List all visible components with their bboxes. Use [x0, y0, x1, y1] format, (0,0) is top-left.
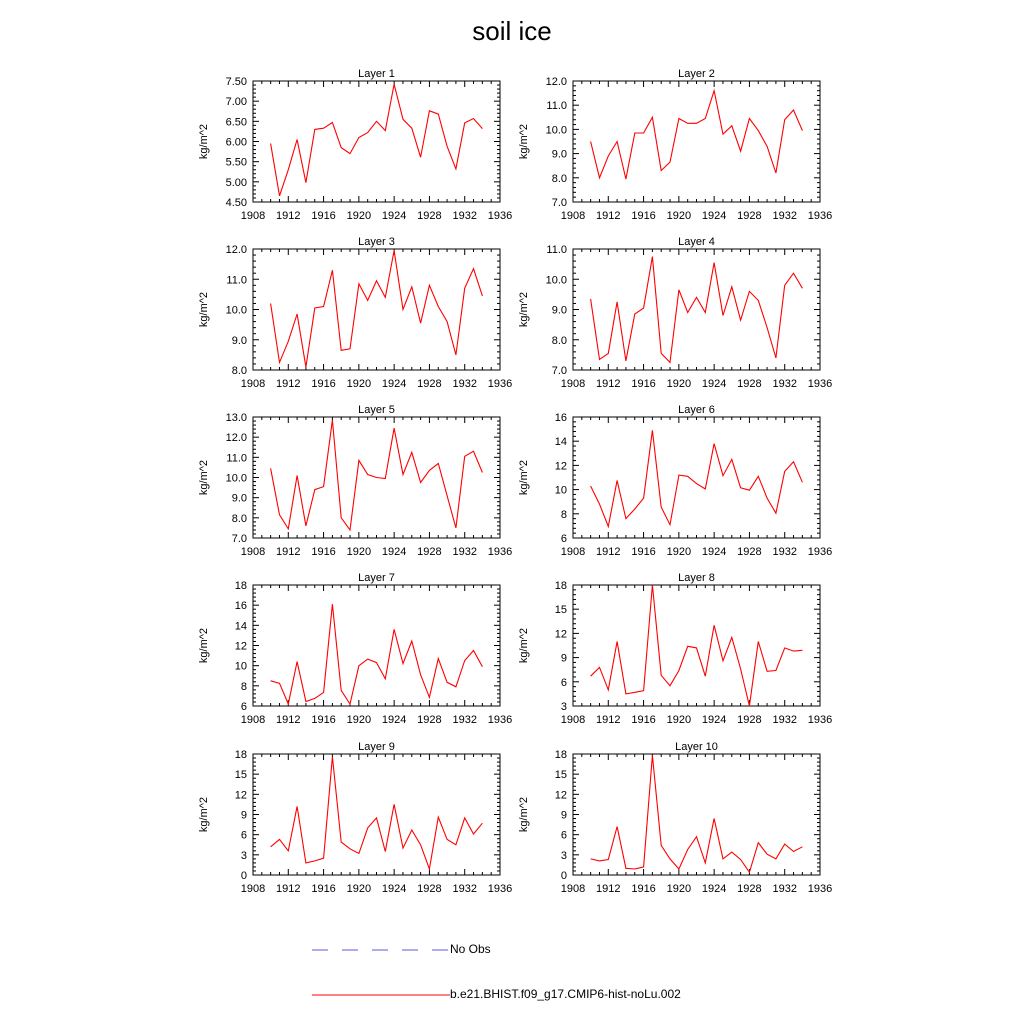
layer-3-xtick-label: 1932 — [452, 378, 477, 390]
layer-1-ytick-label: 4.50 — [225, 197, 247, 209]
layer-7-xtick-label: 1920 — [346, 714, 372, 726]
layer-2-frame — [573, 81, 820, 202]
layer-7-series-line — [271, 604, 483, 704]
layer-4-xtick-label: 1908 — [560, 378, 586, 390]
layer-4-xtick-label: 1924 — [701, 378, 727, 390]
layer-2-xtick-label: 1912 — [596, 210, 621, 222]
layer-5-xtick-label: 1908 — [240, 546, 266, 558]
layer-6-series-line — [591, 430, 803, 526]
legend-item-no-obs — [312, 940, 512, 960]
layer-8-xtick-label: 1908 — [560, 714, 586, 726]
layer-7-ytick-label: 16 — [234, 600, 247, 613]
layer-10-ytick-label: 0 — [560, 870, 567, 882]
layer-2-xtick-label: 1924 — [701, 210, 727, 222]
layer-9-ytick-label: 15 — [234, 769, 247, 782]
layer-7-ytick-label: 12 — [234, 640, 247, 653]
layer-8-ytick-label: 12 — [554, 628, 567, 641]
layer-9-ylabel: kg/m^2 — [198, 796, 210, 833]
layer-10-xtick-label: 1932 — [772, 883, 797, 895]
layer-1-ytick-label: 7.00 — [225, 96, 247, 109]
layer-8-title: Layer 8 — [678, 572, 715, 584]
layer-8-xtick-label: 1916 — [631, 714, 656, 726]
layer-9-xtick-label: 1932 — [452, 883, 477, 895]
layer-10-ytick-label: 18 — [554, 749, 567, 761]
layer-6-ytick-label: 16 — [554, 412, 567, 424]
layer-3-ytick-label: 10.0 — [225, 304, 247, 317]
layer-1-ytick-label: 5.00 — [225, 176, 247, 189]
layer-8-ytick-label: 3 — [560, 701, 567, 713]
layer-9-xtick-label: 1920 — [346, 883, 372, 895]
layer-7-ytick-label: 14 — [234, 620, 247, 633]
layer-1-title: Layer 1 — [358, 68, 395, 80]
layer-8-ytick-label: 9 — [560, 652, 567, 665]
layer-9-xtick-label: 1912 — [276, 883, 301, 895]
layer-9-ytick-label: 12 — [234, 789, 247, 802]
layer-4-xtick-label: 1920 — [666, 378, 692, 390]
layer-9-xtick-label: 1908 — [240, 883, 266, 895]
layer-7-xtick-label: 1936 — [487, 714, 513, 726]
layer-1-frame — [253, 81, 500, 202]
layer-3-title: Layer 3 — [358, 236, 395, 248]
layer-6-xtick-label: 1936 — [807, 546, 833, 558]
layer-5-xtick-label: 1920 — [346, 546, 372, 558]
layer-4-xtick-label: 1936 — [807, 378, 833, 390]
layer-5-title: Layer 5 — [358, 404, 395, 416]
layer-7-xtick-label: 1932 — [452, 714, 477, 726]
layer-3-ytick-label: 11.0 — [226, 274, 247, 287]
layer-7-xtick-label: 1912 — [276, 714, 301, 726]
layer-2-ytick-label: 8.0 — [551, 172, 567, 185]
layer-9-ytick-label: 3 — [240, 849, 247, 862]
layer-6-xtick-label: 1924 — [701, 546, 727, 558]
layer-4-ytick-label: 11.0 — [546, 244, 567, 256]
layer-2-ytick-label: 12.0 — [545, 76, 567, 88]
layer-2-xtick-label: 1936 — [807, 210, 833, 222]
layer-3-frame — [253, 249, 500, 370]
layer-3-xtick-label: 1916 — [311, 378, 336, 390]
legend-label-model-run: b.e21.BHIST.f09_g17.CMIP6-hist-noLu.002 — [450, 987, 681, 1001]
layer-3-xtick-label: 1920 — [346, 378, 372, 390]
layer-4-xtick-label: 1912 — [596, 378, 621, 390]
layer-1-ytick-label: 7.50 — [225, 76, 247, 88]
layer-8-xtick-label: 1928 — [737, 714, 762, 726]
layer-6-ytick-label: 6 — [560, 533, 567, 545]
layer-5-ytick-label: 12.0 — [225, 432, 247, 445]
layer-6-xtick-label: 1920 — [666, 546, 692, 558]
layer-5-xtick-label: 1932 — [452, 546, 477, 558]
layer-4-xtick-label: 1932 — [772, 378, 797, 390]
layer-4-xtick-label: 1928 — [737, 378, 762, 390]
layer-8-ytick-label: 6 — [560, 676, 567, 689]
layer-5-ytick-label: 11.0 — [226, 452, 247, 465]
layer-8-xtick-label: 1924 — [701, 714, 727, 726]
layer-5-ylabel: kg/m^2 — [198, 459, 210, 496]
layer-2-xtick-label: 1916 — [631, 210, 656, 222]
layer-4-ylabel: kg/m^2 — [518, 291, 530, 328]
layer-5-xtick-label: 1916 — [311, 546, 336, 558]
layer-8-ytick-label: 15 — [554, 604, 567, 617]
layer-2-xtick-label: 1932 — [772, 210, 797, 222]
layer-9-title: Layer 9 — [358, 741, 395, 753]
layer-6-xtick-label: 1912 — [596, 546, 621, 558]
layer-7-xtick-label: 1916 — [311, 714, 336, 726]
layer-9-xtick-label: 1924 — [381, 883, 407, 895]
layer-8-xtick-label: 1920 — [666, 714, 692, 726]
layer-3-xtick-label: 1924 — [381, 378, 407, 390]
layer-6-ytick-label: 8 — [560, 508, 567, 521]
layer-10-xtick-label: 1936 — [807, 883, 833, 895]
layer-4-frame — [573, 249, 820, 370]
layer-10-xtick-label: 1908 — [560, 883, 586, 895]
layer-7-xtick-label: 1928 — [417, 714, 442, 726]
layer-1-xtick-label: 1928 — [417, 210, 442, 222]
layer-8-series-line — [591, 585, 803, 706]
layer-3-ytick-label: 12.0 — [225, 244, 247, 256]
layer-2-ytick-label: 9.0 — [551, 148, 567, 161]
layer-7-xtick-label: 1908 — [240, 714, 266, 726]
layer-8-ylabel: kg/m^2 — [518, 627, 530, 664]
layer-4-ytick-label: 8.0 — [551, 334, 567, 347]
layer-4-ytick-label: 7.0 — [551, 365, 567, 377]
layer-1-series-line — [271, 84, 483, 196]
layer-8-xtick-label: 1932 — [772, 714, 797, 726]
layer-6-xtick-label: 1916 — [631, 546, 656, 558]
layer-9-ytick-label: 18 — [234, 749, 247, 761]
legend-item-model-run — [312, 985, 732, 1005]
layer-10-xtick-label: 1920 — [666, 883, 692, 895]
layer-1-xtick-label: 1932 — [452, 210, 477, 222]
layer-5-ytick-label: 8.0 — [231, 512, 247, 525]
layer-4-ytick-label: 10.0 — [545, 274, 567, 287]
layer-9-xtick-label: 1936 — [487, 883, 513, 895]
layer-1-xtick-label: 1936 — [487, 210, 513, 222]
layer-2-ytick-label: 11.0 — [546, 100, 567, 113]
layer-7-xtick-label: 1924 — [381, 714, 407, 726]
layer-10-ytick-label: 6 — [560, 829, 567, 842]
layer-1-xtick-label: 1912 — [276, 210, 301, 222]
layer-8-frame — [573, 585, 820, 706]
layer-3-series-line — [271, 251, 483, 368]
layer-6-title: Layer 6 — [678, 404, 715, 416]
layer-5-series-line — [271, 420, 483, 530]
layer-6-xtick-label: 1908 — [560, 546, 586, 558]
layer-3-ylabel: kg/m^2 — [198, 291, 210, 328]
layer-7-ytick-label: 8 — [240, 680, 247, 693]
layer-2-xtick-label: 1920 — [666, 210, 692, 222]
layer-1-ylabel: kg/m^2 — [198, 123, 210, 160]
main-title: soil ice — [472, 16, 552, 46]
layer-5-ytick-label: 10.0 — [225, 472, 247, 485]
layer-10-series-line — [591, 755, 803, 872]
layer-1-xtick-label: 1924 — [381, 210, 407, 222]
layer-2-series-line — [591, 91, 803, 179]
layer-5-xtick-label: 1928 — [417, 546, 442, 558]
layer-6-xtick-label: 1932 — [772, 546, 797, 558]
layer-1-ytick-label: 5.50 — [225, 156, 247, 169]
layer-2-title: Layer 2 — [678, 68, 715, 80]
layer-4-title: Layer 4 — [678, 236, 715, 248]
layer-2-ytick-label: 7.0 — [551, 197, 567, 209]
layer-8-xtick-label: 1936 — [807, 714, 833, 726]
layer-6-ytick-label: 12 — [554, 460, 567, 473]
layer-6-xtick-label: 1928 — [737, 546, 762, 558]
layer-2-xtick-label: 1928 — [737, 210, 762, 222]
layer-2-ylabel: kg/m^2 — [518, 123, 530, 160]
layer-5-xtick-label: 1936 — [487, 546, 513, 558]
layer-5-ytick-label: 7.0 — [231, 533, 247, 545]
layer-5-xtick-label: 1924 — [381, 546, 407, 558]
layer-1-xtick-label: 1908 — [240, 210, 266, 222]
layer-9-frame — [253, 754, 500, 875]
layer-10-title: Layer 10 — [675, 741, 718, 753]
layer-7-title: Layer 7 — [358, 572, 395, 584]
layer-6-ytick-label: 10 — [554, 484, 567, 497]
layer-5-ytick-label: 13.0 — [225, 412, 247, 424]
layer-8-xtick-label: 1912 — [596, 714, 621, 726]
layer-4-series-line — [591, 257, 803, 363]
legend-label-no-obs: No Obs — [450, 942, 491, 956]
layer-9-ytick-label: 9 — [240, 809, 247, 822]
layer-10-xtick-label: 1924 — [701, 883, 727, 895]
layer-2-ytick-label: 10.0 — [545, 124, 567, 137]
layer-1-ytick-label: 6.50 — [225, 116, 247, 129]
layer-7-ytick-label: 6 — [240, 701, 247, 713]
layer-3-xtick-label: 1908 — [240, 378, 266, 390]
layer-10-ytick-label: 3 — [560, 849, 567, 862]
layer-10-ytick-label: 9 — [560, 809, 567, 822]
layer-7-frame — [253, 585, 500, 706]
layer-4-ytick-label: 9.0 — [551, 304, 567, 317]
layer-1-xtick-label: 1916 — [311, 210, 336, 222]
layer-9-xtick-label: 1916 — [311, 883, 336, 895]
layer-5-xtick-label: 1912 — [276, 546, 301, 558]
layer-7-ylabel: kg/m^2 — [198, 627, 210, 664]
layer-4-xtick-label: 1916 — [631, 378, 656, 390]
layer-10-ytick-label: 15 — [554, 769, 567, 782]
layer-10-ytick-label: 12 — [554, 789, 567, 802]
layer-2-xtick-label: 1908 — [560, 210, 586, 222]
layer-1-ytick-label: 6.00 — [225, 136, 247, 149]
layer-10-xtick-label: 1912 — [596, 883, 621, 895]
layer-3-xtick-label: 1912 — [276, 378, 301, 390]
layer-1-xtick-label: 1920 — [346, 210, 372, 222]
layer-10-xtick-label: 1928 — [737, 883, 762, 895]
layer-3-ytick-label: 8.0 — [231, 365, 247, 377]
layer-9-xtick-label: 1928 — [417, 883, 442, 895]
layer-9-ytick-label: 0 — [240, 870, 247, 882]
layer-10-frame — [573, 754, 820, 875]
layer-7-ytick-label: 18 — [234, 580, 247, 592]
layer-3-xtick-label: 1936 — [487, 378, 513, 390]
layer-8-ytick-label: 18 — [554, 580, 567, 592]
layer-6-ytick-label: 14 — [554, 436, 567, 449]
layer-10-ylabel: kg/m^2 — [518, 796, 530, 833]
layer-3-xtick-label: 1928 — [417, 378, 442, 390]
layer-7-ytick-label: 10 — [234, 660, 247, 673]
layer-3-ytick-label: 9.0 — [231, 334, 247, 347]
layer-6-ylabel: kg/m^2 — [518, 459, 530, 496]
layer-10-xtick-label: 1916 — [631, 883, 656, 895]
layer-5-ytick-label: 9.0 — [231, 492, 247, 505]
layer-9-series-line — [271, 757, 483, 869]
layer-9-ytick-label: 6 — [240, 829, 247, 842]
